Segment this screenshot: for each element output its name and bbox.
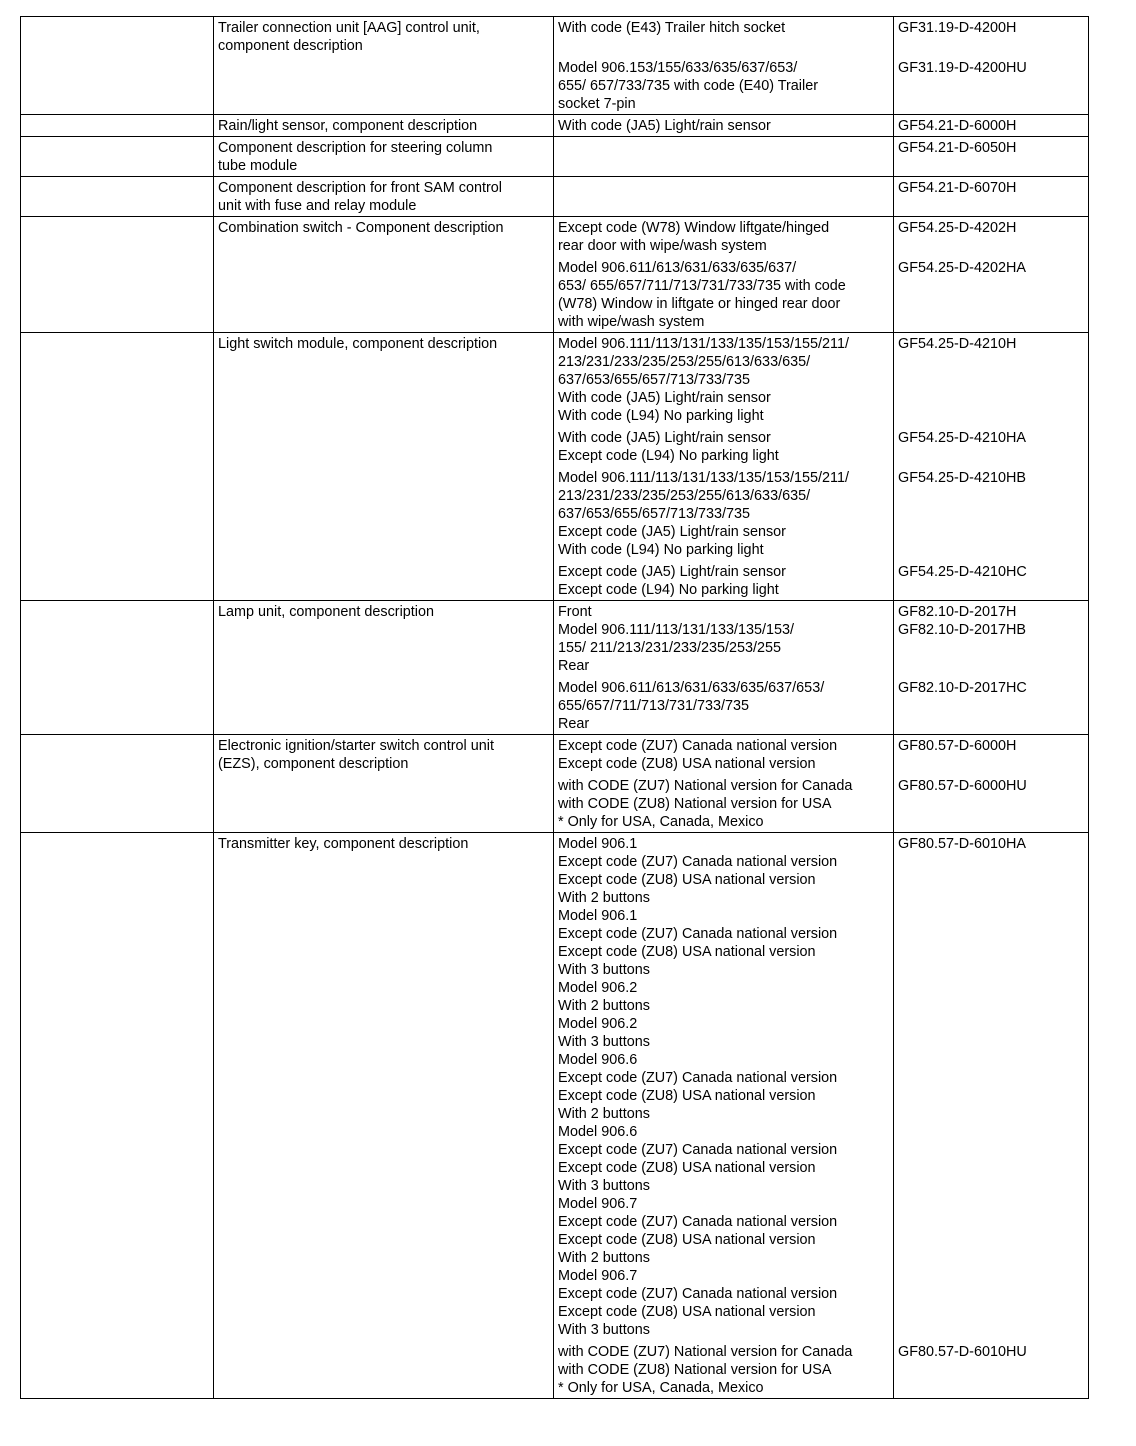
document-number: GF82.10-D-2017HB (898, 622, 1026, 638)
condition-entry (558, 1343, 889, 1397)
condition-entry (558, 469, 889, 559)
condition-line: Except code (ZU8) USA national version (558, 756, 816, 772)
document-number-cell (894, 333, 1089, 601)
document-number-cell (894, 217, 1089, 333)
condition-line: Except code (ZU7) Canada national version (558, 854, 838, 870)
condition-line: with wipe/wash system (558, 314, 705, 330)
condition-line: Except code (L94) No parking light (558, 582, 779, 598)
document-number-cell (894, 833, 1089, 1399)
document-number: GF82.10-D-2017H (898, 604, 1017, 620)
condition-entry (558, 179, 889, 215)
condition-cell (554, 333, 894, 601)
category-cell (21, 601, 214, 735)
table-row (21, 735, 1089, 833)
condition-line: With 2 buttons (558, 890, 650, 906)
table-row (21, 601, 1089, 735)
document-entry (898, 139, 1084, 175)
component-cell (214, 217, 554, 333)
condition-line: Except code (ZU7) Canada national version (558, 1070, 838, 1086)
category-cell (21, 333, 214, 601)
document-page (20, 16, 1088, 1399)
component-name-line: Transmitter key, component description (218, 836, 469, 852)
table-row (21, 333, 1089, 601)
component-name-line: Light switch module, component description (218, 336, 498, 352)
document-number: GF82.10-D-2017HC (898, 680, 1027, 696)
condition-line: 637/653/655/657/713/733/735 (558, 506, 751, 522)
condition-line: Model 906.6 (558, 1052, 638, 1068)
condition-line: with CODE (ZU8) National version for USA (558, 1362, 832, 1378)
condition-line: With code (L94) No parking light (558, 408, 764, 424)
condition-line: Except code (ZU8) USA national version (558, 1160, 816, 1176)
condition-line: Except code (ZU7) Canada national version (558, 1214, 838, 1230)
component-name-line: unit with fuse and relay module (218, 198, 417, 214)
condition-line: With 3 buttons (558, 962, 650, 978)
condition-line: With 2 buttons (558, 1250, 650, 1266)
condition-cell (554, 217, 894, 333)
component-cell (214, 601, 554, 735)
condition-entry (558, 563, 889, 599)
condition-line: Model 906.6 (558, 1124, 638, 1140)
document-number-cell (894, 115, 1089, 137)
document-entry (898, 737, 1084, 773)
condition-cell (554, 601, 894, 735)
document-entry (898, 1343, 1084, 1397)
component-name-line: (EZS), component description (218, 756, 409, 772)
condition-line: 653/ 655/657/711/713/731/733/735 with code (558, 278, 846, 294)
document-entry (898, 117, 1084, 135)
condition-entry (558, 835, 889, 1339)
condition-cell (554, 115, 894, 137)
condition-line: Model 906.2 (558, 980, 638, 996)
condition-line: * Only for USA, Canada, Mexico (558, 814, 764, 830)
condition-line: Except code (L94) No parking light (558, 448, 779, 464)
document-number: GF54.25-D-4210HA (898, 430, 1026, 446)
condition-entry (558, 259, 889, 331)
component-name-line: Component description for front SAM control (218, 180, 502, 196)
condition-line: Except code (ZU8) USA national version (558, 1304, 816, 1320)
condition-cell (554, 735, 894, 833)
condition-line: Model 906.1 (558, 908, 638, 924)
table-row (21, 177, 1089, 217)
component-cell (214, 833, 554, 1399)
document-entry (898, 335, 1084, 425)
document-number: GF54.21-D-6070H (898, 180, 1017, 196)
condition-line: Rear (558, 658, 590, 674)
condition-entry (558, 117, 889, 135)
condition-line: Model 906.111/113/131/133/135/153/155/211/ (558, 336, 849, 352)
document-entry (898, 679, 1084, 733)
document-entry (898, 429, 1084, 465)
table-row (21, 833, 1089, 1399)
condition-line: Model 906.611/613/631/633/635/637/653/ (558, 680, 825, 696)
document-number: GF80.57-D-6010HU (898, 1344, 1027, 1360)
condition-entry (558, 59, 889, 113)
condition-line: Except code (ZU8) USA national version (558, 944, 816, 960)
component-name-line: Rain/light sensor, component description (218, 118, 478, 134)
condition-line: Model 906.7 (558, 1268, 638, 1284)
condition-line: Model 906.111/113/131/133/135/153/155/211/ (558, 470, 849, 486)
component-name-line: Lamp unit, component description (218, 604, 434, 620)
condition-line: (W78) Window in liftgate or hinged rear door (558, 296, 841, 312)
condition-line: With 3 buttons (558, 1322, 650, 1338)
component-name-line: tube module (218, 158, 298, 174)
condition-entry (558, 429, 889, 465)
table-row (21, 115, 1089, 137)
document-number-cell (894, 735, 1089, 833)
table-row (21, 137, 1089, 177)
document-number-cell (894, 177, 1089, 217)
category-cell (21, 115, 214, 137)
document-number: GF54.25-D-4210HC (898, 564, 1027, 580)
component-cell (214, 17, 554, 115)
table-row (21, 217, 1089, 333)
document-entry (898, 777, 1084, 831)
condition-cell (554, 833, 894, 1399)
condition-line: Except code (ZU8) USA national version (558, 872, 816, 888)
condition-cell (554, 137, 894, 177)
document-entry (898, 259, 1084, 331)
document-number-cell (894, 17, 1089, 115)
component-name-line: Combination switch - Component description (218, 220, 504, 236)
component-cell (214, 735, 554, 833)
condition-line: Model 906.611/613/631/633/635/637/ (558, 260, 797, 276)
component-name-line: component description (218, 38, 363, 54)
category-cell (21, 217, 214, 333)
condition-line: Except code (W78) Window liftgate/hinged (558, 220, 830, 236)
condition-line: 213/231/233/235/253/255/613/633/635/ (558, 354, 811, 370)
category-cell (21, 177, 214, 217)
condition-line: Except code (ZU7) Canada national version (558, 926, 838, 942)
condition-cell (554, 17, 894, 115)
condition-line: Except code (ZU8) USA national version (558, 1088, 816, 1104)
condition-line: Except code (ZU7) Canada national version (558, 738, 838, 754)
condition-entry (558, 603, 889, 675)
condition-line: Except code (ZU8) USA national version (558, 1232, 816, 1248)
condition-line: With code (JA5) Light/rain sensor (558, 390, 771, 406)
condition-line: With code (E43) Trailer hitch socket (558, 20, 786, 36)
condition-entry (558, 777, 889, 831)
condition-line: Model 906.2 (558, 1016, 638, 1032)
component-cell (214, 177, 554, 217)
document-number: GF54.21-D-6000H (898, 118, 1017, 134)
table-body (21, 17, 1089, 1399)
condition-line: 655/657/711/713/731/733/735 (558, 698, 749, 714)
component-name-line: Electronic ignition/starter switch control unit (218, 738, 494, 754)
condition-line: With 3 buttons (558, 1034, 650, 1050)
condition-line: Model 906.7 (558, 1196, 638, 1212)
document-number: GF54.25-D-4202HA (898, 260, 1026, 276)
condition-cell (554, 177, 894, 217)
document-number: GF31.19-D-4200H (898, 20, 1017, 36)
condition-line: Except code (ZU7) Canada national version (558, 1286, 838, 1302)
condition-line: 655/ 657/733/735 with code (E40) Trailer (558, 78, 818, 94)
category-cell (21, 137, 214, 177)
condition-line: With 2 buttons (558, 998, 650, 1014)
component-cell (214, 115, 554, 137)
condition-line: With code (L94) No parking light (558, 542, 764, 558)
category-cell (21, 17, 214, 115)
condition-line: Model 906.1 (558, 836, 638, 852)
table-row (21, 17, 1089, 115)
component-description-table (20, 16, 1089, 1399)
document-entry (898, 563, 1084, 599)
document-number: GF31.19-D-4200HU (898, 60, 1027, 76)
condition-line: Front (558, 604, 592, 620)
condition-line: Model 906.111/113/131/133/135/153/ (558, 622, 795, 638)
category-cell (21, 833, 214, 1399)
condition-line: rear door with wipe/wash system (558, 238, 767, 254)
condition-entry (558, 19, 889, 55)
condition-entry (558, 219, 889, 255)
condition-line: with CODE (ZU8) National version for USA (558, 796, 832, 812)
condition-line: With 3 buttons (558, 1178, 650, 1194)
document-entry (898, 219, 1084, 255)
document-number-cell (894, 137, 1089, 177)
document-number: GF54.25-D-4210H (898, 336, 1017, 352)
condition-line: Except code (ZU7) Canada national version (558, 1142, 838, 1158)
category-cell (21, 735, 214, 833)
condition-line: with CODE (ZU7) National version for Canada (558, 778, 853, 794)
condition-line: Except code (JA5) Light/rain sensor (558, 564, 786, 580)
condition-entry (558, 335, 889, 425)
condition-line: Model 906.153/155/633/635/637/653/ (558, 60, 798, 76)
condition-entry (558, 139, 889, 175)
condition-line: Rear (558, 716, 590, 732)
document-number: GF80.57-D-6010HA (898, 836, 1026, 852)
component-cell (214, 137, 554, 177)
document-number: GF80.57-D-6000H (898, 738, 1017, 754)
condition-line: 637/653/655/657/713/733/735 (558, 372, 751, 388)
condition-line: Except code (JA5) Light/rain sensor (558, 524, 786, 540)
document-entry (898, 59, 1084, 113)
condition-line: 213/231/233/235/253/255/613/633/635/ (558, 488, 811, 504)
condition-entry (558, 679, 889, 733)
document-number: GF54.25-D-4210HB (898, 470, 1026, 486)
document-entry (898, 603, 1084, 675)
document-entry (898, 835, 1084, 1339)
condition-line: 155/ 211/213/231/233/235/253/255 (558, 640, 781, 656)
condition-entry (558, 737, 889, 773)
condition-line: with CODE (ZU7) National version for Canada (558, 1344, 853, 1360)
component-cell (214, 333, 554, 601)
document-number: GF54.25-D-4202H (898, 220, 1017, 236)
condition-line: With code (JA5) Light/rain sensor (558, 430, 771, 446)
document-number: GF80.57-D-6000HU (898, 778, 1027, 794)
component-name-line: Trailer connection unit [AAG] control unit, (218, 20, 480, 36)
document-entry (898, 469, 1084, 559)
document-number-cell (894, 601, 1089, 735)
condition-line: socket 7-pin (558, 96, 636, 112)
condition-line: With code (JA5) Light/rain sensor (558, 118, 771, 134)
document-number: GF54.21-D-6050H (898, 140, 1017, 156)
component-name-line: Component description for steering column (218, 140, 493, 156)
condition-line: With 2 buttons (558, 1106, 650, 1122)
document-entry (898, 179, 1084, 215)
document-entry (898, 19, 1084, 55)
condition-line: * Only for USA, Canada, Mexico (558, 1380, 764, 1396)
